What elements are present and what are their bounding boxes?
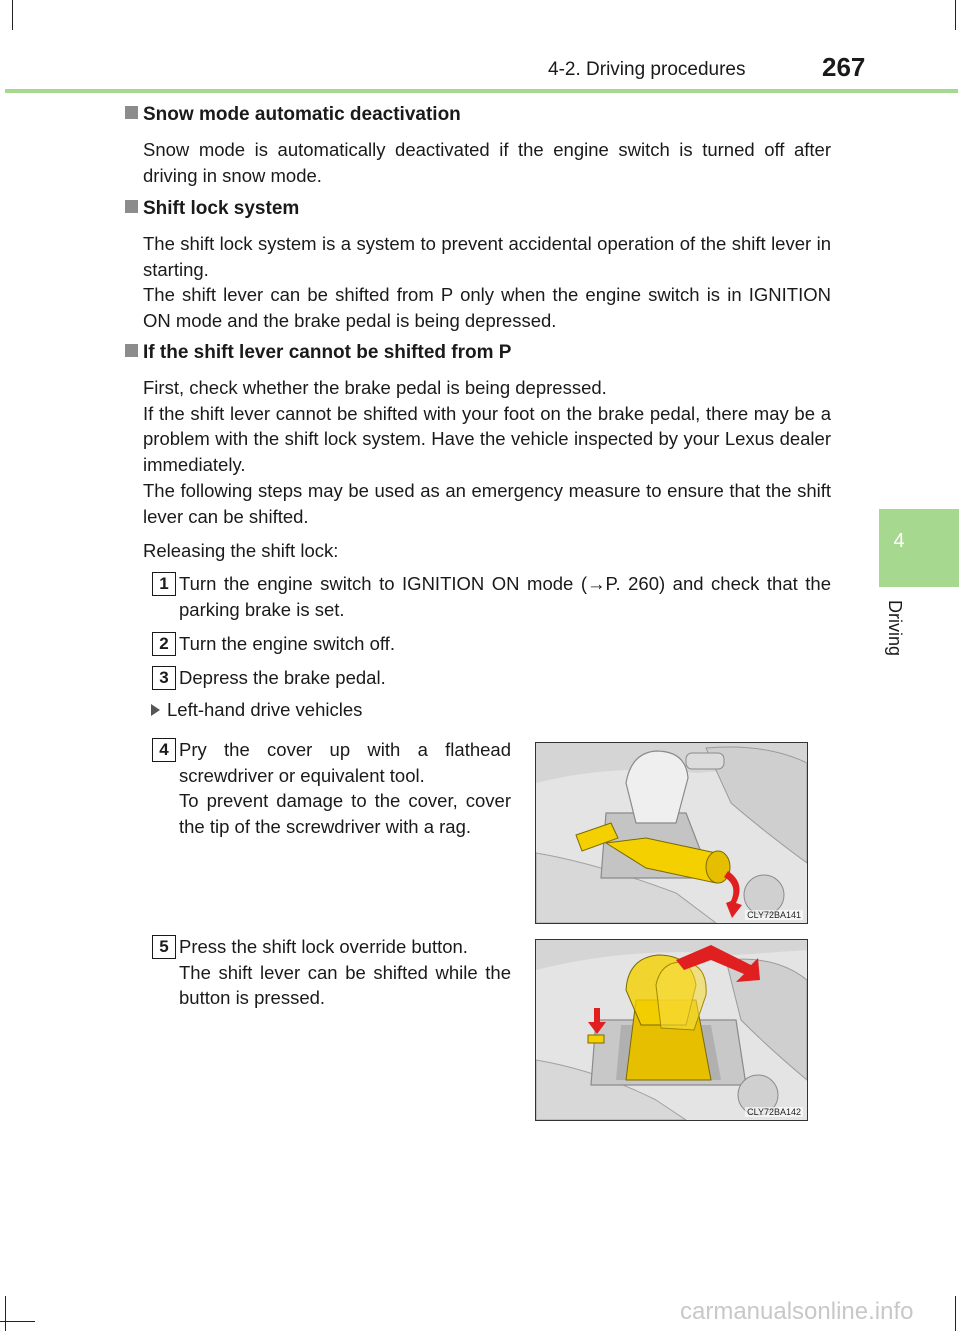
crop-mark: [955, 0, 956, 30]
shift-lever-illustration: [536, 940, 807, 1120]
chapter-tab-number: 4: [893, 530, 905, 552]
page-number: 267: [822, 52, 866, 82]
step-4-text: Pry the cover up with a flathead screwdriver or equivalent tool. To prevent damage to the cover, cover the tip of the screwdriver with a rag.: [179, 739, 511, 838]
heading-shift-lock-system: Shift lock system: [125, 198, 299, 220]
releasing-intro: Releasing the shift lock:: [143, 540, 339, 561]
paragraph-snow-mode: Snow mode is automatically deactivated if the engine switch is turned off after driving in snow mode.: [143, 139, 831, 186]
crop-mark: [12, 0, 13, 30]
step-2-text: Turn the engine switch off.: [179, 633, 395, 654]
section-title: 4-2. Driving procedures: [548, 59, 746, 80]
figure-pry-cover: [535, 742, 808, 924]
step-number-badge: 1: [152, 572, 176, 596]
figure-code: CLY72BA141: [747, 910, 801, 920]
step-5-text: Press the shift lock override button. The shift lever can be shifted while the button is pressed.: [179, 936, 511, 1009]
heading-square-icon: [125, 106, 138, 119]
subheading-lhd: Left-hand drive vehicles: [151, 699, 362, 721]
heading-cannot-shift: If the shift lever cannot be shifted from P: [125, 342, 511, 364]
heading-snow-mode: Snow mode automatic deactivation: [125, 104, 461, 126]
figure-code: CLY72BA142: [747, 1107, 801, 1117]
step-number-badge: 5: [152, 935, 176, 959]
step-number-badge: 4: [152, 738, 176, 762]
step-number-badge: 3: [152, 666, 176, 690]
header-rule: [5, 89, 958, 93]
paragraph-cannot-shift: First, check whether the brake pedal is being depressed. If the shift lever cannot be shifted with your foot on the brake pedal, there may be a problem with the shift lock system. Have the vehicle inspected by your Lexus dealer immediately. The following steps may be used as an emergency measure to ensure that the shift lever can be shifted.: [143, 377, 831, 527]
crop-mark: [5, 1296, 6, 1331]
crop-mark: [0, 1321, 35, 1322]
chapter-tab-label: Driving: [885, 600, 905, 657]
shift-console-illustration: [536, 743, 807, 923]
crop-mark: [955, 1296, 956, 1331]
step-3-text: Depress the brake pedal.: [179, 667, 386, 688]
step-number-badge: 2: [152, 632, 176, 656]
figure-override-button: [535, 939, 808, 1121]
heading-square-icon: [125, 200, 138, 213]
triangle-bullet-icon: [151, 704, 160, 716]
watermark: carmanualsonline.info: [680, 1298, 914, 1325]
step-1-text: Turn the engine switch to IGNITION ON mode (→P. 260) and check that the parking brake is set.: [179, 573, 831, 620]
heading-square-icon: [125, 344, 138, 357]
paragraph-shift-lock-system: The shift lock system is a system to prevent accidental operation of the shift lever in starting. The shift lever can be shifted from P only when the engine switch is in IGNITION ON mode and the brake pedal is being depressed.: [143, 233, 831, 332]
